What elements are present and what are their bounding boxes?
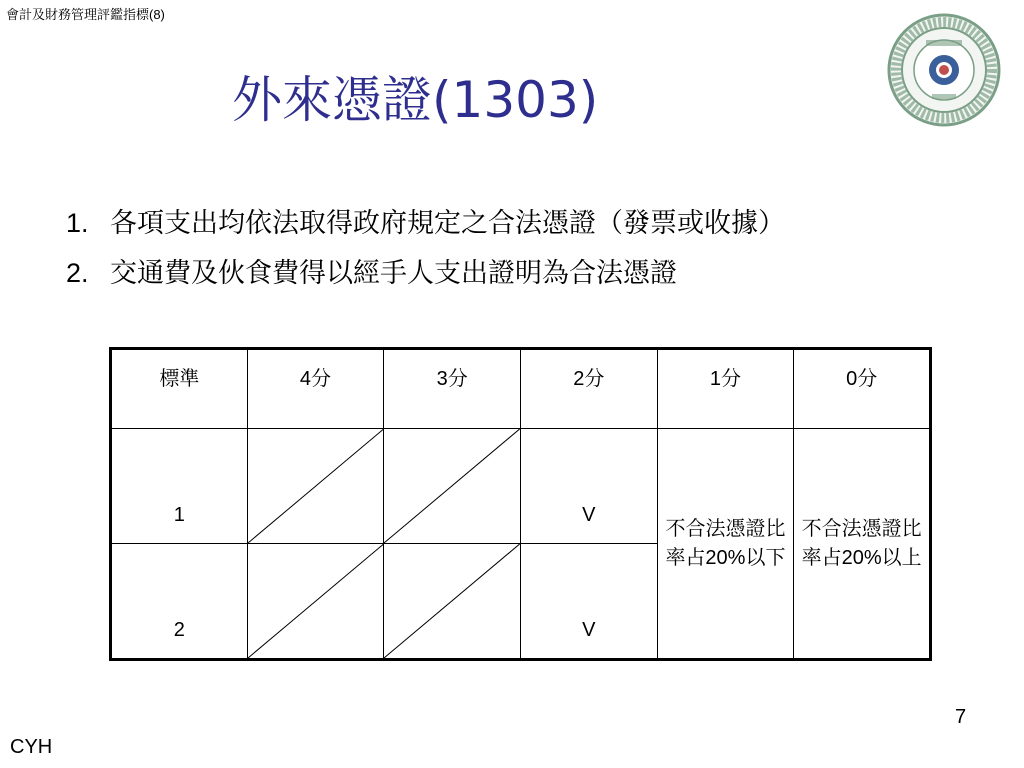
slide-title: 外來憑證(1303) xyxy=(232,71,599,129)
page-number: 7 xyxy=(955,706,967,728)
author-initials: CYH xyxy=(10,736,53,758)
check-mark: V xyxy=(520,429,657,544)
slash-line xyxy=(384,544,520,658)
criteria-list xyxy=(66,198,785,298)
table-header-row xyxy=(111,349,931,429)
row-label: 2 xyxy=(111,544,248,660)
slash-line xyxy=(248,429,384,543)
slash-line xyxy=(248,544,384,658)
list-item xyxy=(66,248,785,298)
score-0-criteria: 不合法憑證比率占20%以上 xyxy=(794,429,931,660)
column-header: 0分 xyxy=(794,349,931,429)
column-header: 1分 xyxy=(657,349,794,429)
header-text: 會計及財務管理評鑑指標(8) xyxy=(6,7,165,22)
list-number: 2. xyxy=(66,258,89,288)
list-text: 各項支出均依法取得政府規定之合法憑證（發票或收據） xyxy=(110,208,785,238)
list-item xyxy=(66,198,785,248)
empty-slash-cell xyxy=(247,429,384,544)
column-header: 4分 xyxy=(247,349,384,429)
table-row xyxy=(111,429,931,544)
score-1-criteria: 不合法憑證比率占20%以下 xyxy=(657,429,794,660)
list-number: 1. xyxy=(66,208,89,238)
empty-slash-cell xyxy=(247,544,384,660)
column-header: 3分 xyxy=(384,349,521,429)
list-text: 交通費及伙食費得以經手人支出證明為合法憑證 xyxy=(110,258,677,288)
empty-slash-cell xyxy=(384,429,521,544)
column-header: 2分 xyxy=(520,349,657,429)
column-header: 標準 xyxy=(111,349,248,429)
scoring-table xyxy=(109,347,932,661)
slash-line xyxy=(384,429,520,543)
university-seal-logo xyxy=(886,12,1002,128)
empty-slash-cell xyxy=(384,544,521,660)
row-label: 1 xyxy=(111,429,248,544)
check-mark: V xyxy=(520,544,657,660)
